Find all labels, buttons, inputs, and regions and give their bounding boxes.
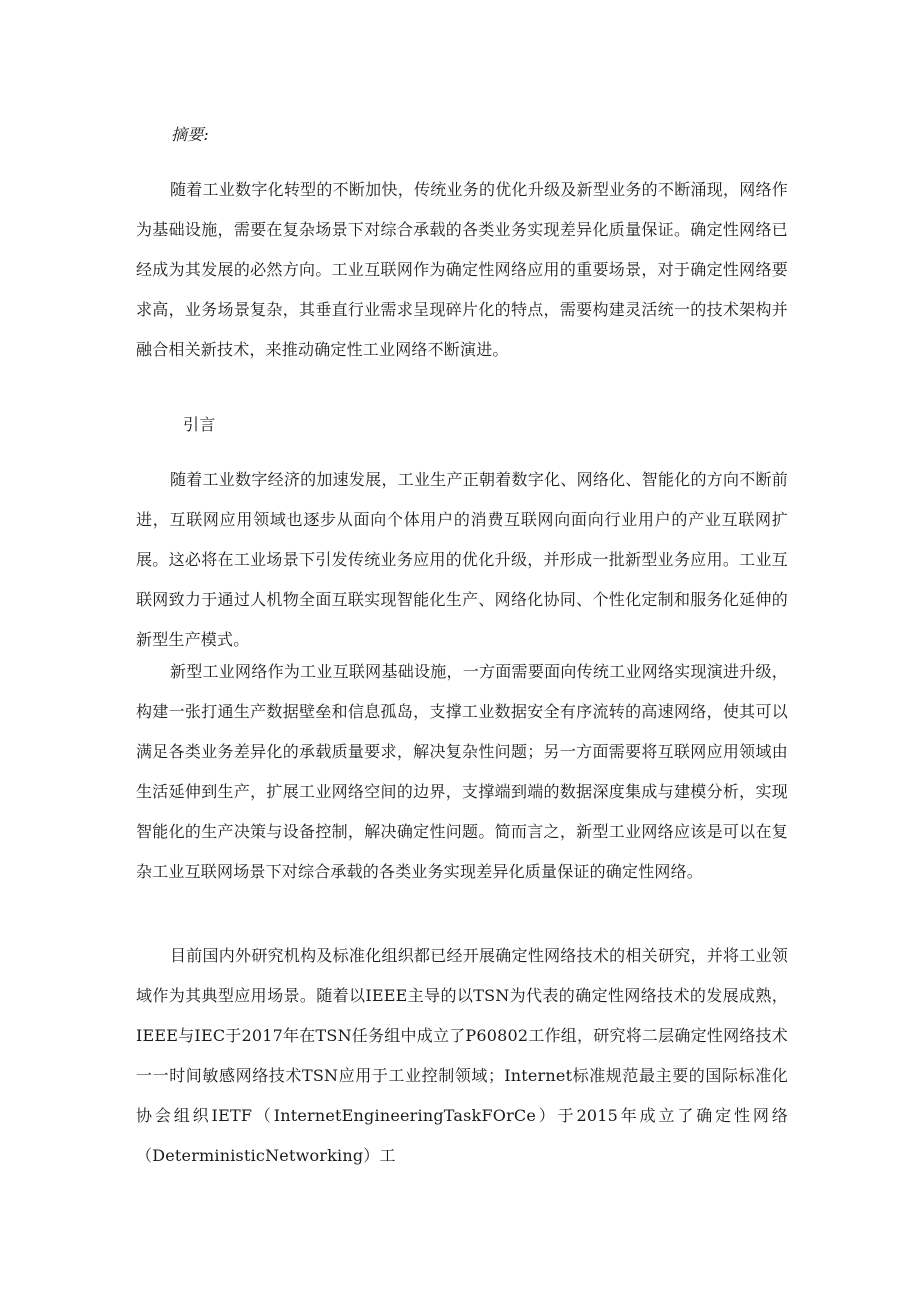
body-paragraph: 新型工业网络作为工业互联网基础设施，一方面需要面向传统工业网络实现演进升级，构建一张打通生产数据壁垒和信息孤岛，支撑工业数据安全有序流转的高速网络，使其可以满足各类业务差异化的承载质量要求，解决复杂性问题；另一方面需要将互联网应用领域由生活延伸到生产，扩展工业网络空间的边界，支撑端到端的数据深度集成与建模分析，实现智能化的生产决策与设备控制，解决确定性问题。简而言之，新型工业网络应该是可以在复杂工业互联网场景下对综合承载的各类业务实现差异化质量保证的确定性网络。 (136, 662, 788, 881)
introduction-heading: 引言 (183, 415, 216, 434)
body-paragraph: 目前国内外研究机构及标准化组织都已经开展确定性网络技术的相关研究，并将工业领域作为其典型应用场景。随着以IEEE主导的以TSN为代表的确定性网络技术的发展成熟，IEEE与IEC于2017年在TSN任务组中成立了P60802工作组，研究将二层确定性网络技术一一时间敏感网络技术TSN应用于工业控制领域；Internet标准规范最主要的国际标准化协会组织IETF（InternetEngineeringTaskFOrCe）于2015年成立了确定性网络（DeterministicNetworking）工 (136, 946, 788, 1165)
abstract-heading: 摘要: (171, 125, 209, 144)
body-paragraph: 随着工业数字经济的加速发展，工业生产正朝着数字化、网络化、智能化的方向不断前进，互联网应用领域也逐步从面向个体用户的消费互联网向面向行业用户的产业互联网扩展。这必将在工业场景下引发传统业务应用的优化升级，并形成一批新型业务应用。工业互联网致力于通过人机物全面互联实现智能化生产、网络化协同、个性化定制和服务化延伸的新型生产模式。 (136, 470, 788, 649)
abstract-paragraph: 随着工业数字化转型的不断加快，传统业务的优化升级及新型业务的不断涌现，网络作为基础设施，需要在复杂场景下对综合承载的各类业务实现差异化质量保证。确定性网络已经成为其发展的必然方向。工业互联网作为确定性网络应用的重要场景，对于确定性网络要求高，业务场景复杂，其垂直行业需求呈现碎片化的特点，需要构建灵活统一的技术架构并融合相关新技术，来推动确定性工业网络不断演进。 (136, 180, 788, 359)
